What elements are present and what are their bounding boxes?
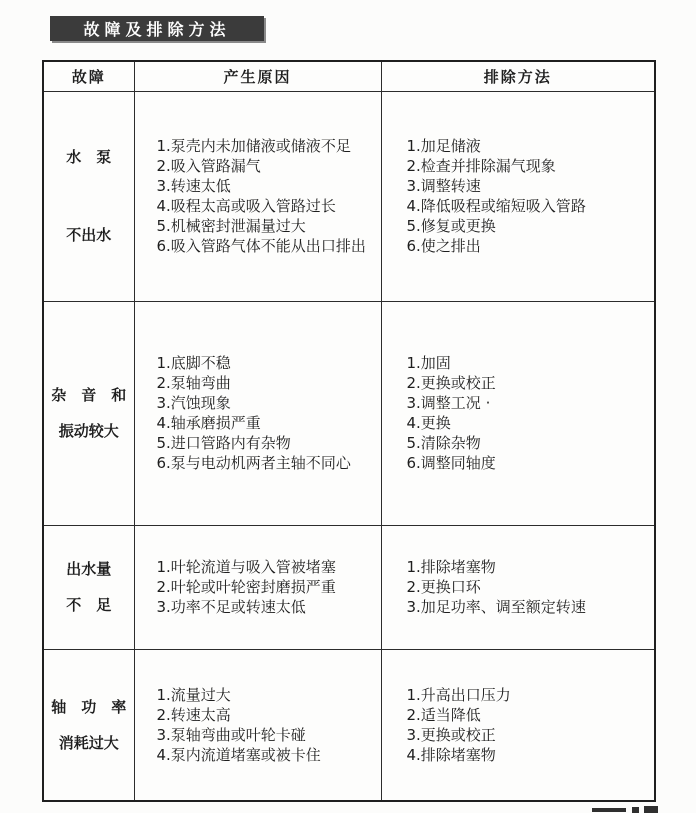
remedy-item: 4.降低吸程或缩短吸入管路 — [406, 197, 586, 215]
remedy-item: 4.更换 — [406, 414, 451, 432]
remedy-item: 5.清除杂物 — [406, 434, 481, 452]
fault-label-line: 轴 功 率 — [51, 697, 127, 716]
remedy-item: 3.加足功率、调至额定转速 — [406, 598, 586, 616]
fault-troubleshooting-table — [42, 60, 656, 802]
cause-item: 1.叶轮流道与吸入管被堵塞 — [156, 558, 336, 576]
table-row — [43, 301, 655, 525]
cut-off-scan-artifact — [592, 808, 626, 812]
remedy-list — [382, 136, 655, 256]
remedy-item: 6.使之排出 — [406, 237, 481, 255]
remedy-item: 3.更换或校正 — [406, 725, 496, 744]
column-header-fault: 故障 — [43, 61, 134, 91]
cause-item: 6.泵与电动机两者主轴不同心 — [156, 454, 351, 472]
fault-label-line: 不出水 — [66, 226, 112, 244]
remedy-list — [382, 685, 655, 765]
remedy-item: 3.调整工况 · — [406, 394, 491, 412]
remedy-item: 6.调整同轴度 — [406, 454, 496, 472]
remedy-list — [382, 557, 655, 617]
remedy-list — [382, 353, 655, 473]
cause-item: 5.进口管路内有杂物 — [156, 434, 291, 452]
cause-item: 2.泵轴弯曲 — [156, 374, 231, 392]
fault-label — [44, 385, 134, 441]
fault-label-line: 水 泵 — [66, 148, 112, 166]
remedy-item: 4.排除堵塞物 — [406, 745, 496, 764]
cause-item: 4.泵内流道堵塞或被卡住 — [156, 745, 321, 764]
fault-label-line: 振动较大 — [58, 422, 119, 440]
fault-label-line: 杂 音 和 — [51, 386, 127, 404]
cause-item: 3.泵轴弯曲或叶轮卡碰 — [156, 725, 306, 744]
cause-item: 1.泵壳内未加储液或储液不足 — [156, 137, 351, 155]
fault-label-line: 不 足 — [66, 596, 112, 614]
table-row — [43, 649, 655, 801]
cause-item: 3.功率不足或转速太低 — [156, 598, 306, 616]
fault-label-line: 消耗过大 — [58, 733, 119, 752]
cause-item: 1.流量过大 — [156, 685, 231, 704]
cause-list — [135, 136, 381, 256]
column-header-cause: 产生原因 — [134, 61, 381, 91]
fault-label — [44, 559, 134, 615]
fault-label-line: 出水量 — [66, 560, 112, 578]
section-title: 故障及排除方法 — [83, 20, 231, 39]
column-header-remedy: 排除方法 — [381, 61, 655, 91]
fault-label — [44, 697, 134, 753]
remedy-item: 1.加足储液 — [406, 137, 481, 155]
cause-list — [135, 353, 381, 473]
cause-item: 6.吸入管路气体不能从出口排出 — [156, 237, 366, 255]
cause-item: 3.汽蚀现象 — [156, 394, 231, 412]
cause-list — [135, 685, 381, 765]
cut-off-scan-artifact — [644, 806, 658, 813]
cause-item: 4.吸程太高或吸入管路过长 — [156, 197, 336, 215]
section-title-bar — [50, 16, 264, 41]
remedy-item: 2.更换口环 — [406, 578, 481, 596]
fault-table-body — [43, 91, 655, 801]
remedy-item: 2.检查并排除漏气现象 — [406, 157, 556, 175]
table-header-row — [43, 61, 655, 91]
fault-label — [44, 147, 134, 245]
remedy-item: 2.适当降低 — [406, 705, 481, 724]
cause-item: 3.转速太低 — [156, 177, 231, 195]
remedy-item: 3.调整转速 — [406, 177, 481, 195]
remedy-item: 1.排除堵塞物 — [406, 558, 496, 576]
cut-off-scan-artifact — [632, 807, 639, 813]
cause-item: 1.底脚不稳 — [156, 354, 231, 372]
remedy-item: 2.更换或校正 — [406, 374, 496, 392]
cause-item: 2.吸入管路漏气 — [156, 157, 261, 175]
cause-item: 2.叶轮或叶轮密封磨损严重 — [156, 578, 336, 596]
remedy-item: 5.修复或更换 — [406, 217, 496, 235]
cause-list — [135, 557, 381, 617]
cause-item: 2.转速太高 — [156, 705, 231, 724]
table-row — [43, 91, 655, 301]
remedy-item: 1.加固 — [406, 354, 451, 372]
cause-item: 4.轴承磨损严重 — [156, 414, 261, 432]
cause-item: 5.机械密封泄漏量过大 — [156, 217, 306, 235]
table-row — [43, 525, 655, 649]
remedy-item: 1.升高出口压力 — [406, 685, 511, 704]
